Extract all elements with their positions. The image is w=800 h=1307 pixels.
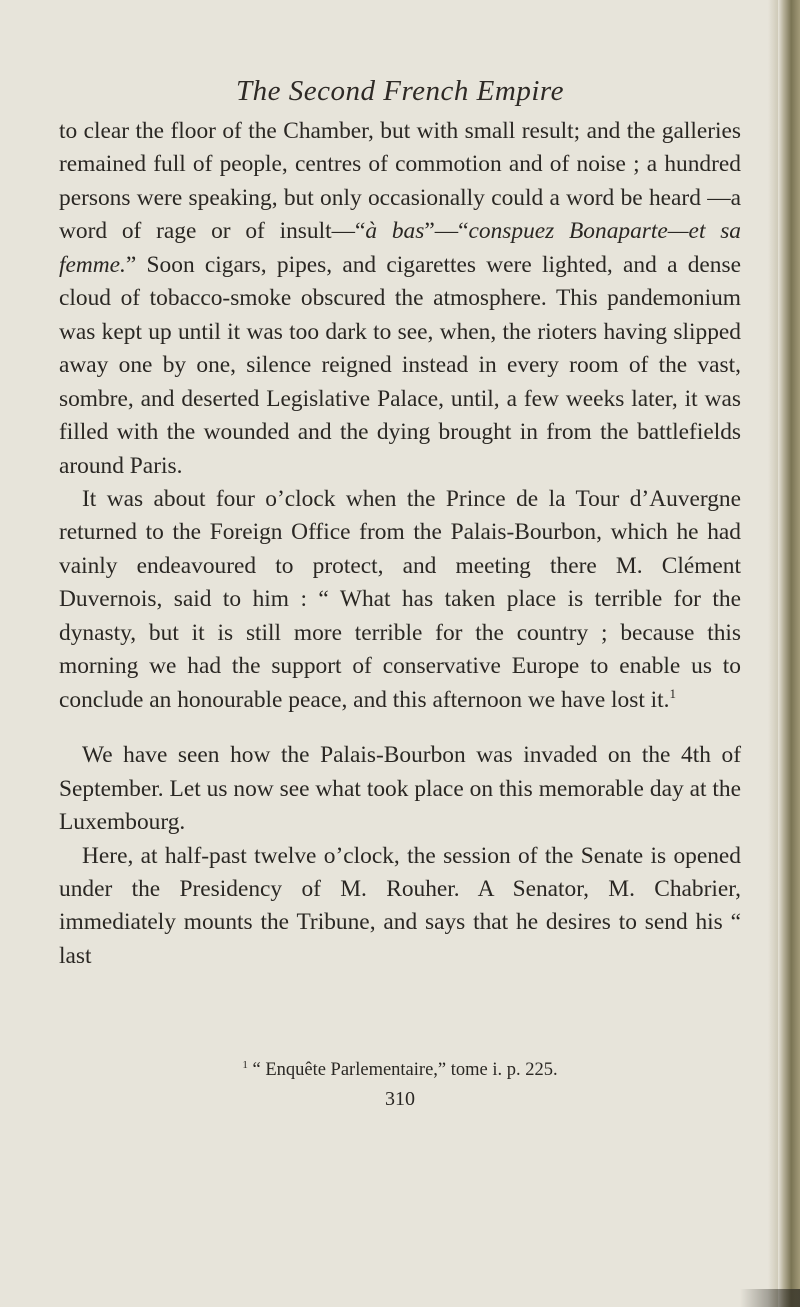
paragraph-4: Here, at half-past twelve o’clock, the session of the Senate is opened under the Presidency of M. Rouher. A Senator, M. Chabrier, immediately mounts the Tribune, and says that he desires to send his “ last <box>59 842 741 969</box>
running-header: The Second French Empire <box>236 75 564 107</box>
paragraph-2: It was about four o’clock when the Prince de la Tour d’Auvergne returned to the Foreign Office from the Palais-Bourbon, which he had vainly endeavoured to protect, and meeting there M. Clément Duvernois, said to him : “ What has taken place is terrible for the dynasty, but it is still more terrible for the country ; because this morning we had the support of conservative Europe to enable us to conclude an honourable peace, and this afternoon we have lost it.$^1$ <box>59 485 741 713</box>
paragraph-3: We have seen how the Palais-Bourbon was invaded on the 4th of September. Let us now see what took place on this memorable day at the Luxembourg. <box>59 742 741 836</box>
corner-smudge <box>740 1289 800 1307</box>
paragraph-1: to clear the floor of the Chamber, but with small result; and the galleries remained full of people, centres of commotion and of noise ; a hundred persons were speaking, but only occasionally could a word be heard —a word of rage or of insult—“à bas”—“conspuez Bonaparte—et sa femme.” Soon cigars, pipes, and cigarettes were lighted, and a dense cloud of tobacco-smoke obscured the atmosphere. This pandemonium was kept up until it was too dark to see, when, the rioters having slipped away one by one, silence reigned instead in every room of the vast, sombre, and deserted Legislative Palace, until, a few weeks later, it was filled with the wounded and the dying brought in from the battlefields around Paris. <box>59 118 742 479</box>
footnote-reference[interactable]: 1 <box>669 685 677 701</box>
footnote-marker: 1 <box>242 1058 248 1071</box>
page-number: 310 <box>385 1088 415 1110</box>
body-text <box>59 115 741 973</box>
footnote <box>0 1060 800 1081</box>
footnote-text: “ Enquête Parlementaire,” tome i. p. 225. <box>247 1060 558 1080</box>
